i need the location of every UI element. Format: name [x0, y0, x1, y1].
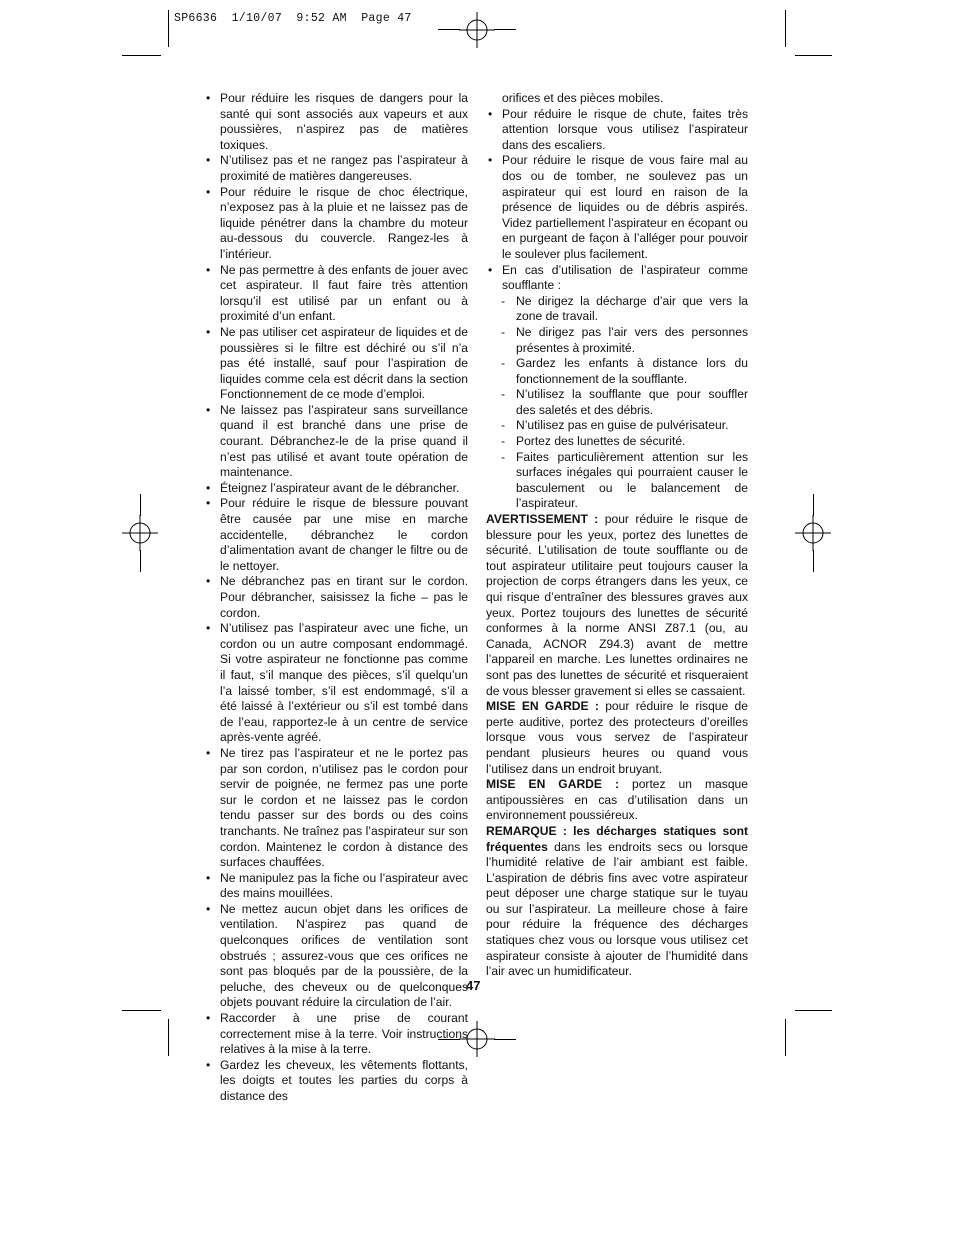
dash-item: - Gardez les enfants à distance lors du fonctionnement de la soufflante. — [486, 356, 748, 387]
registration-line-bottom-right — [494, 1039, 516, 1040]
dash-item: - Faites particulièrement attention sur les surfaces inégales qui pourraient causer le basculement ou le balancement de l’aspirateur. — [486, 450, 748, 512]
safety-bullet-list-left — [204, 91, 468, 1105]
bullet-item: • Raccorder à une prise de courant correctement mise à la terre. Voir instructions relatives à la mise à la terre. — [204, 1011, 468, 1058]
bullet-item: • Pour réduire le risque de vous faire mal au dos ou de tomber, ne soulevez pas un aspirateur qui est lourd en raison de la présence de liquides ou de débris aspirés. Videz partiellement l’aspirateur en écopant ou en purgeant de façon à l’alléger pour pouvoir le soulever plus facilement. — [486, 153, 748, 262]
bullet-item: • Pour réduire les risques de dangers pour la santé qui sont associés aux vapeurs et aux poussières, n’aspirez pas de matières toxiques. — [204, 91, 468, 153]
registration-line-left-bottom — [140, 550, 141, 572]
warning-text: pour réduire le risque de blessure pour les yeux, portez des lunettes de sécurité. L’utilisation de toute soufflante ou de tout aspirateur utilitaire peut toujours causer la projection de corps étrangers dans les yeux, ce qui risque d’entraîner des blessures graves aux yeux. Portez toujours des lunettes de sécurité conformes à la norme ANSI Z87.1 (ou, au Canada, ACNOR Z94.3) avant de mettre l’appareil en marche. Les lunettes ordinaires ne sont pas des lunettes de sécurité et risqueraient de vous blesser gravement si elles se cassaient. — [486, 512, 748, 698]
safety-bullet-list-right — [486, 107, 748, 512]
dash-item: - Ne dirigez pas l’air vers des personnes présentes à proximité. — [486, 325, 748, 356]
warning-label: AVERTISSEMENT : — [486, 512, 599, 527]
crop-mark-top-right-vertical — [785, 10, 786, 47]
registration-line-top-right — [494, 29, 516, 30]
bullet-item: • Ne mettez aucun objet dans les orifices de ventilation. N’aspirez pas quand de quelconques orifices de ventilation sont obstrués ; assurez-vous que ces orifices ne sont pas bloqués par de la poussière, de la peluche, des cheveux ou de quelconques objets pouvant réduire la circulation de l’air. — [204, 902, 468, 1011]
registration-line-right-top — [813, 494, 814, 516]
bullet-item: • Ne pas utiliser cet aspirateur de liquides et de poussières si le filtre est déchiré ou s’il n’a pas été installé, sauf pour l’aspiration de liquides comme cela est décrit dans la section Fonctionnement de ce mode d’emploi. — [204, 325, 468, 403]
registration-mark-right-icon — [795, 515, 831, 551]
bullet-item: • Ne laissez pas l’aspirateur sans surveillance quand il est branché dans une prise de courant. Débranchez-le de la prise quand il n’est pas utilisé et avant toute opération de maintenance. — [204, 403, 468, 481]
bullet-item: • Ne débranchez pas en tirant sur le cordon. Pour débrancher, saisissez la fiche – pas le cordon. — [204, 574, 468, 621]
registration-line-top-left — [438, 29, 460, 30]
printer-slug-line: SP6636 1/10/07 9:52 AM Page 47 — [174, 12, 412, 25]
crop-mark-bottom-right-vertical — [785, 1019, 786, 1056]
bullet-item: • Pour réduire le risque de choc électrique, n’exposez pas à la pluie et ne laissez pas de liquide pénétrer dans la chambre du moteur au-dessous du couvercle. Rangez-les à l’intérieur. — [204, 185, 468, 263]
crop-mark-top-right-horizontal — [795, 55, 832, 56]
caution-dust-paragraph — [486, 777, 748, 824]
continued-bullet-text: orifices et des pièces mobiles. — [502, 91, 664, 105]
warning-paragraph — [486, 512, 748, 699]
bullet-item: • Ne tirez pas l’aspirateur et ne le portez pas par son cordon, n’utilisez pas le cordon pour servir de poignée, ne fermez pas une porte sur le cordon et ne laissez pas le cordon tendu passer sur des bords ou des coins tranchants. Ne traînez pas l’aspirateur sur son cordon. Maintenez le cordon à distance des surfaces chauffées. — [204, 746, 468, 871]
crop-mark-top-left-vertical — [168, 10, 169, 47]
bullet-item: • N’utilisez pas l’aspirateur avec une fiche, un cordon ou un autre composant endommagé. Si votre aspirateur ne fonctionne pas comme il faut, s’il manque des pièces, s’il quelqu’un l’a laissé tomber, s’il est endommagé, s’il a été laissé à l’extérieur ou s’il est tombé dans de l’eau, rapportez-le à un centre de service après-vente agréé. — [204, 621, 468, 746]
bullet-item: • Gardez les cheveux, les vêtements flottants, les doigts et toutes les parties du corps à distance des — [204, 1058, 468, 1105]
crop-mark-bottom-left-vertical — [168, 1019, 169, 1056]
registration-line-left-top — [140, 494, 141, 516]
bullet-item: • Éteignez l’aspirateur avant de le débrancher. — [204, 481, 468, 497]
bullet-item-blower — [486, 263, 748, 513]
crop-mark-bottom-right-horizontal — [795, 1010, 832, 1011]
bullet-item: • Pour réduire le risque de blessure pouvant être causée par une mise en marche accidentelle, débranchez le cordon d’alimentation avant de changer le filtre ou de le nettoyer. — [204, 496, 468, 574]
dash-item: - N’utilisez pas en guise de pulvérisateur. — [486, 418, 748, 434]
caution-text: pour réduire le risque de perte auditive, portez des protecteurs d’oreilles lorsque vous vous servez de l’aspirateur pendant plusieurs heures ou quand vous l’utilisez dans un endroit bruyant. — [486, 699, 748, 776]
blower-dash-list — [486, 294, 748, 512]
dash-item: - Portez des lunettes de sécurité. — [486, 434, 748, 450]
note-label: REMARQUE : les décharges statiques sont fréquentes — [486, 823, 748, 854]
registration-mark-top-icon — [459, 12, 495, 48]
registration-line-right-bottom — [813, 550, 814, 572]
bullet-item: • Ne pas permettre à des enfants de jouer avec cet aspirateur. Il faut faire très attention lorsqu’il est utilisé par un enfant ou à proximité d’un enfant. — [204, 263, 468, 325]
note-text: dans les endroits secs ou lorsque l’humidité relative de l’air ambiant est faible. L’aspiration de débris fins avec votre aspirateur peut déposer une charge statique sur le tuyau ou sur l’aspirateur. La meilleure chose à faire pour réduire la fréquence des décharges statiques chez vous ou lorsque vous utilisez cet aspirateur consiste à ajouter de l’humidité dans l’air avec un humidificateur. — [486, 839, 748, 979]
bullet-item: • Ne manipulez pas la fiche ou l’aspirateur avec des mains mouillées. — [204, 871, 468, 902]
bullet-item: • Pour réduire le risque de chute, faites très attention lorsque vous utilisez l’aspirateur dans des escaliers. — [486, 107, 748, 154]
right-column — [486, 91, 748, 980]
crop-mark-bottom-left-horizontal — [122, 1010, 161, 1011]
page-number: 47 — [466, 978, 481, 993]
caution-hearing-paragraph — [486, 699, 748, 777]
dash-item: - Ne dirigez la décharge d’air que vers la zone de travail. — [486, 294, 748, 325]
caution-text: portez un masque antipoussières en cas d’utilisation dans un environnement poussiéreux. — [486, 777, 749, 823]
caution-label: MISE EN GARDE : — [486, 777, 619, 792]
bullet-item: • N’utilisez pas et ne rangez pas l’aspirateur à proximité de matières dangereuses. — [204, 153, 468, 184]
registration-mark-left-icon — [122, 515, 158, 551]
caution-label: MISE EN GARDE : — [486, 699, 599, 714]
dash-item: - N’utilisez la soufflante que pour souffler des saletés et des débris. — [486, 387, 748, 418]
crop-mark-top-left-horizontal — [122, 55, 161, 56]
left-column — [204, 91, 468, 1105]
blower-intro: En cas d’utilisation de l’aspirateur comme soufflante : — [502, 262, 748, 293]
note-static-paragraph — [486, 824, 748, 980]
